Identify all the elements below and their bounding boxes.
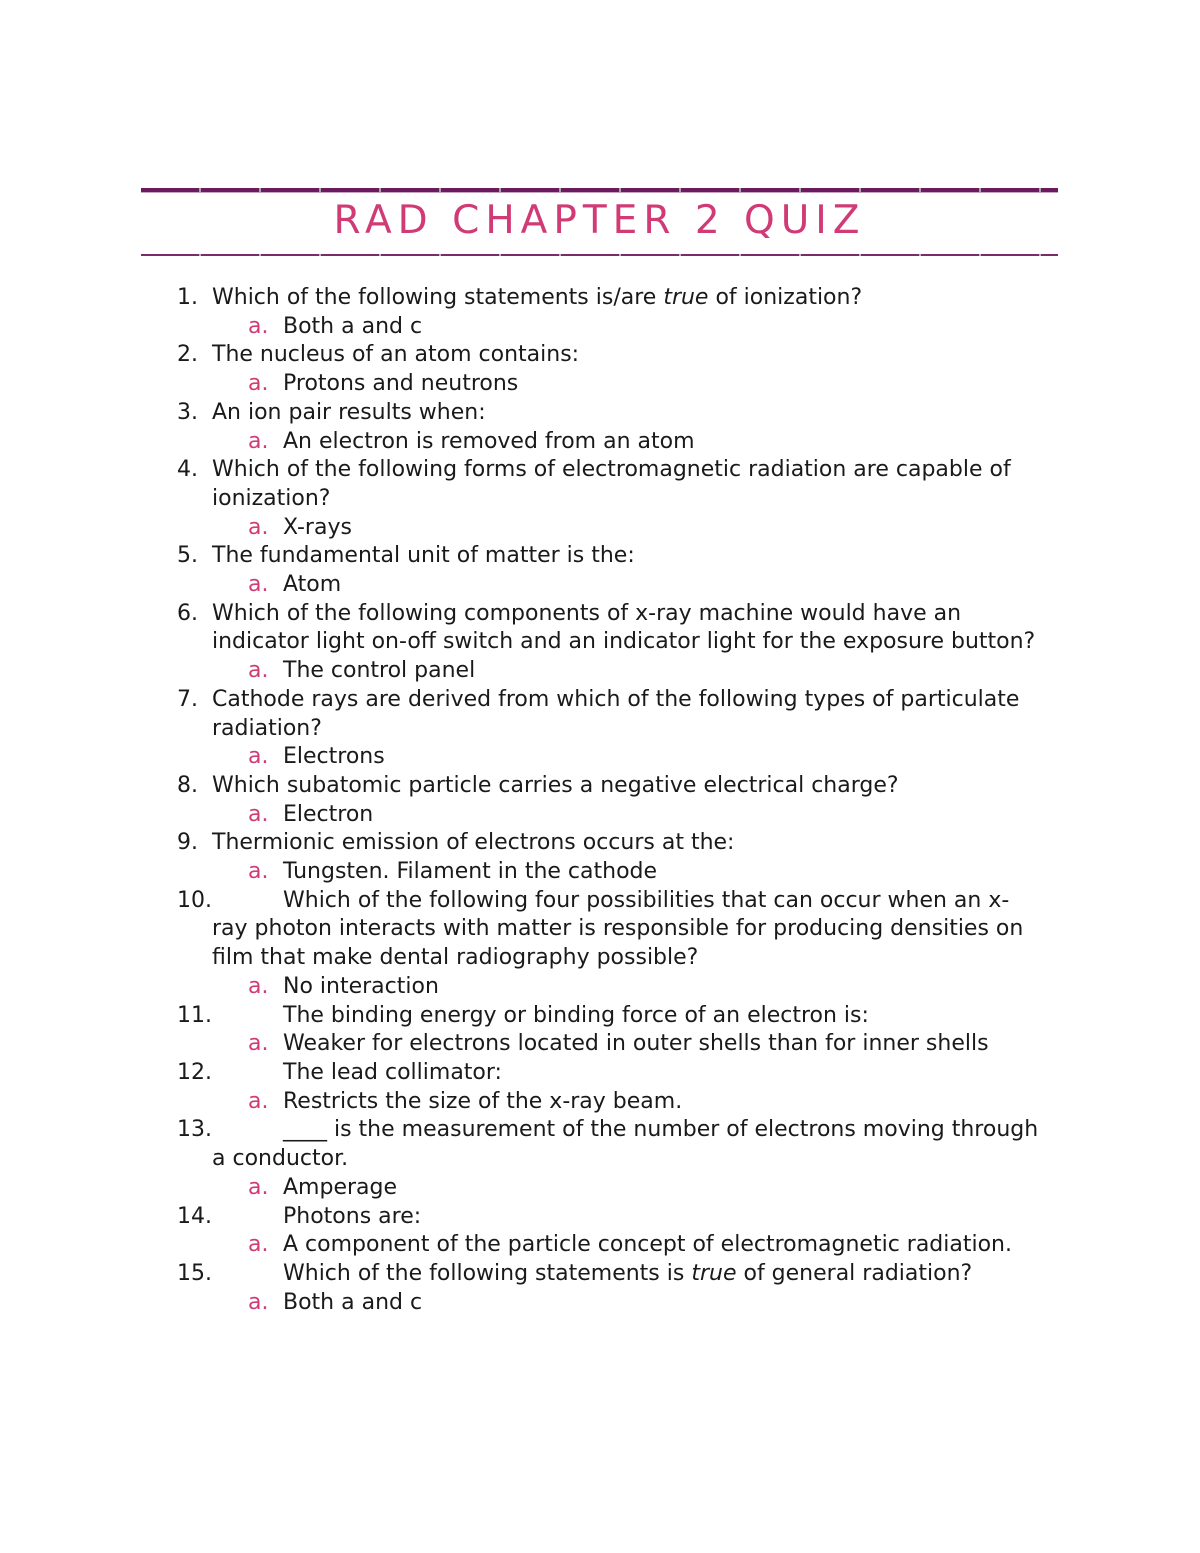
question-emphasis: true xyxy=(691,1260,737,1286)
question-number: 2. xyxy=(177,342,198,368)
answer-text: An electron is removed from an atom xyxy=(283,428,695,454)
answer-text: Weaker for electrons located in outer shells than for inner shells xyxy=(283,1031,989,1057)
answer-text: Electron xyxy=(283,801,374,827)
question-text-part: The nucleus of an atom contains: xyxy=(212,342,580,368)
answer-item xyxy=(0,428,1043,457)
question-text-part: The lead collimator: xyxy=(283,1059,502,1085)
question-text xyxy=(212,887,1042,973)
quiz-list xyxy=(0,284,1200,1317)
answer-letter: a. xyxy=(248,371,269,397)
answer-item xyxy=(0,801,1043,830)
question-item xyxy=(0,1002,1042,1031)
question-text-part: ____ is the measurement of the number of electrons moving through a conductor. xyxy=(212,1117,1039,1172)
question-text xyxy=(212,601,1035,655)
question-item xyxy=(0,772,1042,801)
answer-text: Tungsten. Filament in the cathode xyxy=(283,859,658,885)
title-bottom-border xyxy=(141,254,1058,256)
question-text xyxy=(212,830,734,855)
question-number: 11. xyxy=(177,1002,212,1028)
answer-letter: a. xyxy=(248,801,269,827)
question-text-part: Which of the following four possibilities that can occur when an x-ray photon interacts with matter is responsible for producing densities on film that make dental radiography possible? xyxy=(212,887,1024,971)
question-item xyxy=(0,542,1042,571)
answer-letter: a. xyxy=(248,744,269,770)
title-top-border xyxy=(141,188,1058,193)
answer-text: Both a and c xyxy=(283,1289,423,1315)
question-emphasis: true xyxy=(663,285,709,310)
answer-item xyxy=(0,514,1043,543)
question-text xyxy=(212,687,1019,741)
answer-item xyxy=(0,1231,1043,1260)
answer-letter: a. xyxy=(248,1031,269,1057)
question-item xyxy=(0,887,1042,973)
question-item xyxy=(0,341,1042,370)
question-text-part: Which of the following components of x-ray machine would have an indicator light on-off switch and an indicator light for the exposure button? xyxy=(212,600,1036,655)
question-number: 8. xyxy=(177,772,198,798)
question-number: 10. xyxy=(177,887,212,913)
question-text xyxy=(212,400,486,425)
question-text-part: The fundamental unit of matter is the: xyxy=(212,543,635,569)
answer-text: Protons and neutrons xyxy=(283,371,519,397)
question-text-part: The binding energy or binding force of an electron is: xyxy=(283,1002,869,1028)
answer-text: Amperage xyxy=(283,1174,398,1200)
answer-item xyxy=(0,1088,1043,1117)
answer-item xyxy=(0,1174,1043,1203)
answer-text: Electrons xyxy=(283,744,385,770)
question-item xyxy=(0,1059,1042,1088)
answer-item xyxy=(0,571,1043,600)
answer-letter: a. xyxy=(248,313,269,339)
answer-letter: a. xyxy=(248,859,269,885)
answer-text: X-rays xyxy=(283,514,352,540)
answer-item xyxy=(0,1289,1043,1318)
question-number: 6. xyxy=(177,600,198,626)
answer-item xyxy=(0,743,1043,772)
page-title: RAD CHAPTER 2 QUIZ xyxy=(333,198,866,243)
answer-item xyxy=(0,313,1043,342)
question-text-part: Photons are: xyxy=(283,1203,422,1229)
answer-item xyxy=(0,973,1043,1002)
answer-text: A component of the particle concept of electromagnetic radiation. xyxy=(283,1232,1012,1258)
question-item xyxy=(0,600,1042,657)
answer-text: The control panel xyxy=(283,658,476,684)
question-number: 9. xyxy=(177,830,198,856)
answer-letter: a. xyxy=(248,973,269,999)
question-item xyxy=(0,1116,1042,1173)
question-text xyxy=(212,285,862,310)
question-text-part: An ion pair results when: xyxy=(212,399,486,425)
answer-letter: a. xyxy=(248,428,269,454)
question-number: 5. xyxy=(177,543,198,569)
question-item xyxy=(0,686,1042,743)
question-item xyxy=(0,829,1042,858)
answer-letter: a. xyxy=(248,514,269,540)
answer-letter: a. xyxy=(248,1232,269,1258)
question-number: 13. xyxy=(177,1117,212,1143)
answer-text: Both a and c xyxy=(283,313,423,339)
question-item xyxy=(0,456,1042,513)
question-item xyxy=(0,284,1042,313)
question-number: 14. xyxy=(177,1203,212,1229)
question-text xyxy=(212,1059,1042,1088)
question-text-part: Thermionic emission of electrons occurs at the: xyxy=(212,830,735,856)
answer-text: No interaction xyxy=(283,973,439,999)
question-number: 4. xyxy=(177,457,198,483)
question-text-part: of ionization? xyxy=(708,285,863,310)
question-number: 7. xyxy=(177,686,198,712)
answer-item xyxy=(0,1030,1043,1059)
question-text-part: Which of the following statements is xyxy=(283,1260,692,1286)
question-text-part: of general radiation? xyxy=(736,1260,973,1286)
question-item xyxy=(0,1203,1042,1232)
question-text-part: Which subatomic particle carries a negative electrical charge? xyxy=(212,772,899,798)
answer-letter: a. xyxy=(248,1289,269,1315)
question-number: 1. xyxy=(177,285,198,310)
question-text xyxy=(212,1116,1042,1173)
question-text xyxy=(212,1203,1042,1232)
question-text xyxy=(212,773,899,798)
question-text-part: Which of the following forms of electromagnetic radiation are capable of ionization? xyxy=(212,457,1011,511)
question-item xyxy=(0,1260,1042,1289)
answer-letter: a. xyxy=(248,658,269,684)
answer-letter: a. xyxy=(248,572,269,598)
answer-text: Atom xyxy=(283,572,342,598)
question-text xyxy=(212,457,1011,511)
answer-item xyxy=(0,657,1043,686)
question-text xyxy=(212,1260,1042,1289)
question-number: 3. xyxy=(177,399,198,425)
question-number: 12. xyxy=(177,1059,212,1085)
question-text xyxy=(212,342,579,367)
answer-item xyxy=(0,858,1043,887)
question-number: 15. xyxy=(177,1260,212,1286)
answer-letter: a. xyxy=(248,1088,269,1114)
question-text xyxy=(212,543,635,568)
question-item xyxy=(0,399,1042,428)
question-text-part: Which of the following statements is/are xyxy=(212,285,664,310)
question-text-part: Cathode rays are derived from which of the following types of particulate radiation? xyxy=(212,686,1020,741)
answer-item xyxy=(0,370,1043,399)
answer-letter: a. xyxy=(248,1174,269,1200)
answer-text: Restricts the size of the x-ray beam. xyxy=(283,1088,683,1114)
question-text xyxy=(212,1002,1042,1031)
